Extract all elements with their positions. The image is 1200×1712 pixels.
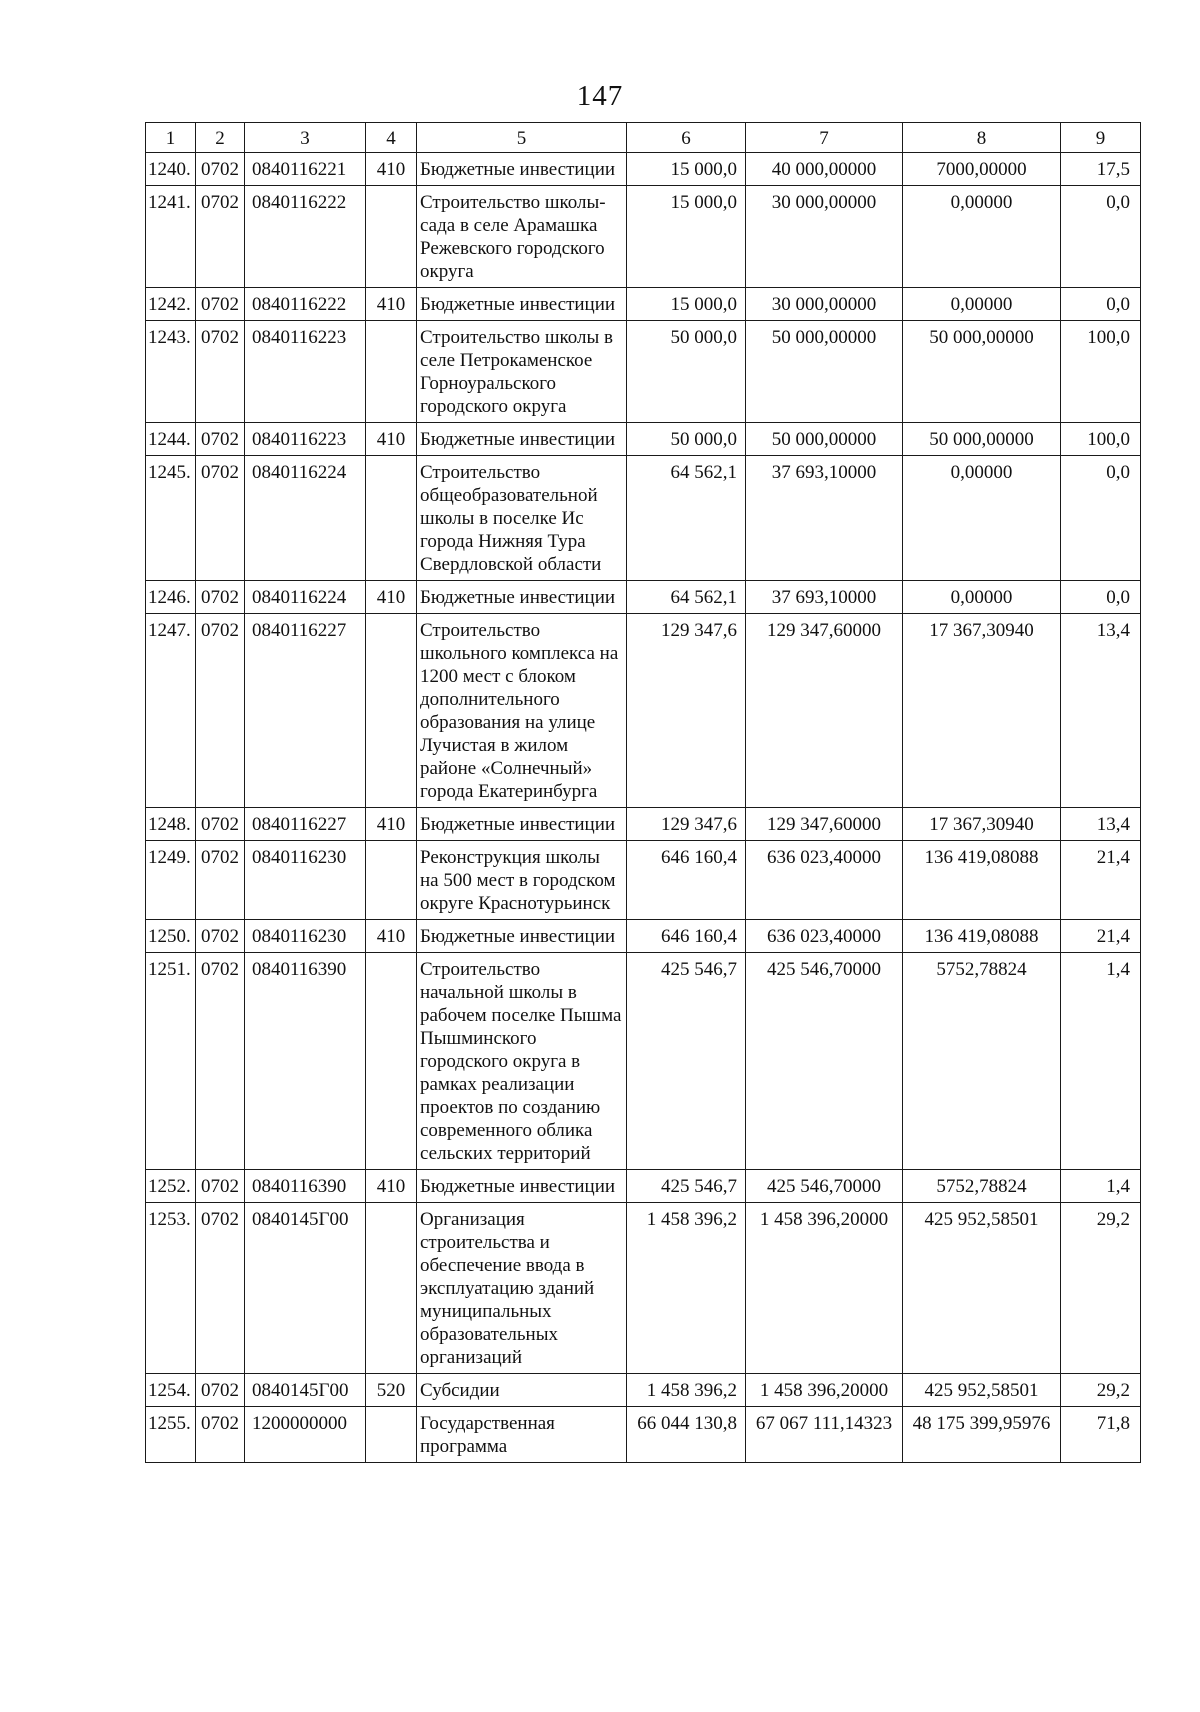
- target-article-code-cell: 0840116230: [245, 841, 366, 920]
- amount-approved-cell: 129 347,6: [627, 614, 746, 808]
- amount-executed-cell: 50 000,00000: [903, 423, 1061, 456]
- item-name-cell: Бюджетные инвестиции: [417, 153, 627, 186]
- table-row: [146, 1374, 1141, 1407]
- expense-type-code-cell: 410: [366, 581, 417, 614]
- row-number-cell: 1250.: [146, 920, 196, 953]
- item-name-cell: Строительство школы-сада в селе Арамашка Режевского городского округа: [417, 186, 627, 288]
- item-name-cell: Строительство общеобразовательной школы в поселке Ис города Нижняя Тура Свердловской области: [417, 456, 627, 581]
- amount-executed-cell: 0,00000: [903, 456, 1061, 581]
- amount-executed-cell: 425 952,58501: [903, 1203, 1061, 1374]
- section-code-cell: 0702: [196, 288, 245, 321]
- percent-executed-cell: 0,0: [1061, 581, 1141, 614]
- percent-executed-cell: 0,0: [1061, 186, 1141, 288]
- amount-plan-cell: 30 000,00000: [746, 186, 903, 288]
- amount-executed-cell: 48 175 399,95976: [903, 1407, 1061, 1463]
- expense-type-code-cell: [366, 1407, 417, 1463]
- item-name-cell: Строительство школы в селе Петрокаменское Горноуральского городского округа: [417, 321, 627, 423]
- row-number-cell: 1247.: [146, 614, 196, 808]
- amount-plan-cell: 1 458 396,20000: [746, 1203, 903, 1374]
- table-row: [146, 153, 1141, 186]
- amount-plan-cell: 30 000,00000: [746, 288, 903, 321]
- amount-plan-cell: 40 000,00000: [746, 153, 903, 186]
- expense-type-code-cell: 410: [366, 288, 417, 321]
- expense-type-code-cell: 410: [366, 808, 417, 841]
- item-name-cell: Бюджетные инвестиции: [417, 920, 627, 953]
- section-code-cell: 0702: [196, 614, 245, 808]
- header-cell-9: 9: [1061, 123, 1141, 153]
- header-cell-4: 4: [366, 123, 417, 153]
- target-article-code-cell: 0840116221: [245, 153, 366, 186]
- table-row: [146, 808, 1141, 841]
- table-row: [146, 920, 1141, 953]
- percent-executed-cell: 71,8: [1061, 1407, 1141, 1463]
- amount-approved-cell: 1 458 396,2: [627, 1374, 746, 1407]
- section-code-cell: 0702: [196, 186, 245, 288]
- table-row: [146, 1407, 1141, 1463]
- expense-type-code-cell: 410: [366, 153, 417, 186]
- item-name-cell: Бюджетные инвестиции: [417, 808, 627, 841]
- amount-executed-cell: 5752,78824: [903, 1170, 1061, 1203]
- table-row: [146, 456, 1141, 581]
- percent-executed-cell: 17,5: [1061, 153, 1141, 186]
- section-code-cell: 0702: [196, 1170, 245, 1203]
- section-code-cell: 0702: [196, 456, 245, 581]
- item-name-cell: Строительство начальной школы в рабочем поселке Пышма Пышминского городского округа в рамках реализации проектов по созданию современного облика сельских территорий: [417, 953, 627, 1170]
- expense-type-code-cell: [366, 953, 417, 1170]
- amount-approved-cell: 425 546,7: [627, 953, 746, 1170]
- amount-plan-cell: 37 693,10000: [746, 456, 903, 581]
- item-name-cell: Строительство школьного комплекса на 1200 мест с блоком дополнительного образования на улице Лучистая в жилом районе «Солнечный» города Екатеринбурга: [417, 614, 627, 808]
- table-row: [146, 841, 1141, 920]
- section-code-cell: 0702: [196, 1374, 245, 1407]
- target-article-code-cell: 0840116227: [245, 614, 366, 808]
- header-cell-5: 5: [417, 123, 627, 153]
- expense-type-code-cell: 410: [366, 920, 417, 953]
- header-cell-8: 8: [903, 123, 1061, 153]
- expense-type-code-cell: [366, 456, 417, 581]
- percent-executed-cell: 21,4: [1061, 920, 1141, 953]
- section-code-cell: 0702: [196, 153, 245, 186]
- amount-plan-cell: 636 023,40000: [746, 920, 903, 953]
- amount-plan-cell: 1 458 396,20000: [746, 1374, 903, 1407]
- row-number-cell: 1255.: [146, 1407, 196, 1463]
- amount-approved-cell: 15 000,0: [627, 288, 746, 321]
- table-row: [146, 581, 1141, 614]
- expense-type-code-cell: [366, 614, 417, 808]
- amount-executed-cell: 17 367,30940: [903, 808, 1061, 841]
- target-article-code-cell: 0840116223: [245, 321, 366, 423]
- percent-executed-cell: 0,0: [1061, 288, 1141, 321]
- section-code-cell: 0702: [196, 808, 245, 841]
- header-cell-1: 1: [146, 123, 196, 153]
- amount-executed-cell: 0,00000: [903, 581, 1061, 614]
- item-name-cell: Бюджетные инвестиции: [417, 581, 627, 614]
- table-row: [146, 1203, 1141, 1374]
- header-cell-2: 2: [196, 123, 245, 153]
- row-number-cell: 1248.: [146, 808, 196, 841]
- amount-executed-cell: 7000,00000: [903, 153, 1061, 186]
- amount-executed-cell: 425 952,58501: [903, 1374, 1061, 1407]
- amount-approved-cell: 425 546,7: [627, 1170, 746, 1203]
- row-number-cell: 1243.: [146, 321, 196, 423]
- expense-type-code-cell: 410: [366, 1170, 417, 1203]
- item-name-cell: Субсидии: [417, 1374, 627, 1407]
- section-code-cell: 0702: [196, 581, 245, 614]
- amount-approved-cell: 50 000,0: [627, 423, 746, 456]
- row-number-cell: 1240.: [146, 153, 196, 186]
- table-header-row: [146, 123, 1141, 153]
- row-number-cell: 1242.: [146, 288, 196, 321]
- section-code-cell: 0702: [196, 953, 245, 1170]
- item-name-cell: Бюджетные инвестиции: [417, 288, 627, 321]
- item-name-cell: Реконструкция школы на 500 мест в городском округе Краснотурьинск: [417, 841, 627, 920]
- budget-table: [145, 122, 1141, 1463]
- expense-type-code-cell: 520: [366, 1374, 417, 1407]
- amount-executed-cell: 17 367,30940: [903, 614, 1061, 808]
- row-number-cell: 1254.: [146, 1374, 196, 1407]
- percent-executed-cell: 13,4: [1061, 808, 1141, 841]
- percent-executed-cell: 29,2: [1061, 1203, 1141, 1374]
- amount-approved-cell: 50 000,0: [627, 321, 746, 423]
- target-article-code-cell: 0840116222: [245, 186, 366, 288]
- expense-type-code-cell: [366, 1203, 417, 1374]
- amount-plan-cell: 37 693,10000: [746, 581, 903, 614]
- section-code-cell: 0702: [196, 423, 245, 456]
- amount-executed-cell: 0,00000: [903, 288, 1061, 321]
- target-article-code-cell: 0840116223: [245, 423, 366, 456]
- item-name-cell: Организация строительства и обеспечение ввода в эксплуатацию зданий муниципальных образовательных организаций: [417, 1203, 627, 1374]
- section-code-cell: 0702: [196, 1407, 245, 1463]
- target-article-code-cell: 0840116224: [245, 456, 366, 581]
- row-number-cell: 1241.: [146, 186, 196, 288]
- amount-approved-cell: 646 160,4: [627, 841, 746, 920]
- amount-executed-cell: 136 419,08088: [903, 841, 1061, 920]
- target-article-code-cell: 0840116230: [245, 920, 366, 953]
- percent-executed-cell: 0,0: [1061, 456, 1141, 581]
- amount-executed-cell: 136 419,08088: [903, 920, 1061, 953]
- page-number: 147: [576, 80, 624, 112]
- amount-plan-cell: 67 067 111,14323: [746, 1407, 903, 1463]
- section-code-cell: 0702: [196, 1203, 245, 1374]
- row-number-cell: 1251.: [146, 953, 196, 1170]
- expense-type-code-cell: [366, 186, 417, 288]
- amount-executed-cell: 50 000,00000: [903, 321, 1061, 423]
- amount-plan-cell: 129 347,60000: [746, 614, 903, 808]
- amount-plan-cell: 425 546,70000: [746, 1170, 903, 1203]
- expense-type-code-cell: [366, 841, 417, 920]
- target-article-code-cell: 0840145Г00: [245, 1203, 366, 1374]
- item-name-cell: Бюджетные инвестиции: [417, 1170, 627, 1203]
- row-number-cell: 1246.: [146, 581, 196, 614]
- amount-plan-cell: 636 023,40000: [746, 841, 903, 920]
- table-row: [146, 186, 1141, 288]
- percent-executed-cell: 100,0: [1061, 423, 1141, 456]
- header-cell-3: 3: [245, 123, 366, 153]
- target-article-code-cell: 1200000000: [245, 1407, 366, 1463]
- target-article-code-cell: 0840116222: [245, 288, 366, 321]
- table-row: [146, 1170, 1141, 1203]
- table-row: [146, 321, 1141, 423]
- amount-approved-cell: 66 044 130,8: [627, 1407, 746, 1463]
- row-number-cell: 1249.: [146, 841, 196, 920]
- percent-executed-cell: 100,0: [1061, 321, 1141, 423]
- amount-plan-cell: 129 347,60000: [746, 808, 903, 841]
- amount-executed-cell: 5752,78824: [903, 953, 1061, 1170]
- target-article-code-cell: 0840116224: [245, 581, 366, 614]
- target-article-code-cell: 0840116390: [245, 953, 366, 1170]
- table-row: [146, 953, 1141, 1170]
- amount-approved-cell: 646 160,4: [627, 920, 746, 953]
- header-cell-6: 6: [627, 123, 746, 153]
- amount-approved-cell: 64 562,1: [627, 581, 746, 614]
- amount-approved-cell: 15 000,0: [627, 186, 746, 288]
- percent-executed-cell: 29,2: [1061, 1374, 1141, 1407]
- amount-plan-cell: 50 000,00000: [746, 423, 903, 456]
- section-code-cell: 0702: [196, 841, 245, 920]
- section-code-cell: 0702: [196, 920, 245, 953]
- item-name-cell: Государственная программа: [417, 1407, 627, 1463]
- percent-executed-cell: 1,4: [1061, 1170, 1141, 1203]
- table-row: [146, 288, 1141, 321]
- amount-approved-cell: 64 562,1: [627, 456, 746, 581]
- header-cell-7: 7: [746, 123, 903, 153]
- row-number-cell: 1252.: [146, 1170, 196, 1203]
- target-article-code-cell: 0840145Г00: [245, 1374, 366, 1407]
- row-number-cell: 1253.: [146, 1203, 196, 1374]
- percent-executed-cell: 21,4: [1061, 841, 1141, 920]
- section-code-cell: 0702: [196, 321, 245, 423]
- target-article-code-cell: 0840116227: [245, 808, 366, 841]
- target-article-code-cell: 0840116390: [245, 1170, 366, 1203]
- amount-approved-cell: 15 000,0: [627, 153, 746, 186]
- percent-executed-cell: 1,4: [1061, 953, 1141, 1170]
- amount-plan-cell: 425 546,70000: [746, 953, 903, 1170]
- amount-approved-cell: 1 458 396,2: [627, 1203, 746, 1374]
- percent-executed-cell: 13,4: [1061, 614, 1141, 808]
- expense-type-code-cell: 410: [366, 423, 417, 456]
- row-number-cell: 1245.: [146, 456, 196, 581]
- table-row: [146, 614, 1141, 808]
- amount-approved-cell: 129 347,6: [627, 808, 746, 841]
- item-name-cell: Бюджетные инвестиции: [417, 423, 627, 456]
- row-number-cell: 1244.: [146, 423, 196, 456]
- amount-plan-cell: 50 000,00000: [746, 321, 903, 423]
- table-row: [146, 423, 1141, 456]
- expense-type-code-cell: [366, 321, 417, 423]
- amount-executed-cell: 0,00000: [903, 186, 1061, 288]
